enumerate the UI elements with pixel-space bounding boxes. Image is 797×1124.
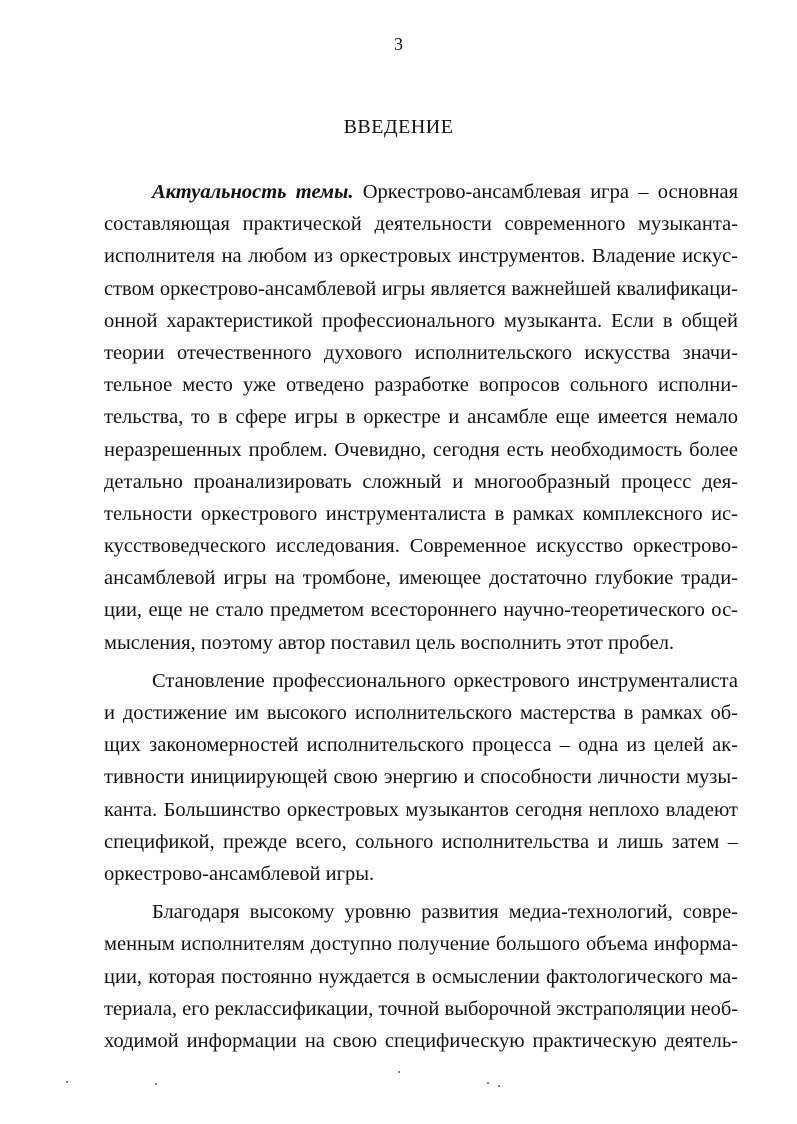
paragraph-formation [104,665,738,890]
text-line: оркестрово-ансамблевой игры. [104,862,375,885]
section-heading: ВВЕДЕНИЕ [343,116,454,138]
text-line: щих закономерностей исполнительского процесса – одна из целей ак- [104,734,738,757]
paragraph-relevance [104,176,738,659]
text-line: онной характеристикой профессионального музыканта. Если в общей [104,309,738,332]
text-line: неразрешенных проблем. Очевидно, сегодня есть необходимость более [104,438,738,461]
text-line: тельности оркестрового инструменталиста в рамках комплексного ис- [104,502,738,525]
text-line: составляющая практической деятельности современного музыканта- [104,213,738,236]
text-line: мысления, поэтому автор поставил цель восполнить этот пробел. [104,631,675,654]
paragraph-media [104,896,738,1057]
lead-phrase: Актуальность темы. [152,181,354,203]
text-line: тельное место уже отведено разработке вопросов сольного исполни- [104,374,738,397]
text-line: тивности инициирующей свою энергию и способности личности музы- [104,766,738,789]
text-line: Становление профессионального оркестрового инструменталиста [152,669,738,692]
text-line: исполнителя на любом из оркестровых инструментов. Владение искус- [104,245,738,268]
line-text: Оркестрово-ансамблевая игра – основная [353,181,739,203]
text-line: ции, которая постоянно нуждается в осмыслении фактологического ма- [104,965,738,988]
text-line: кусствоведческого исследования. Современное искусство оркестрово- [104,535,738,558]
text-line: ансамблевой игры на тромбоне, имеющее достаточно глубокие тради- [104,567,738,590]
text-line: менным исполнителям доступно получение большого объема информа- [104,933,738,956]
text-line [104,176,738,208]
document-body [104,176,738,1057]
text-line: канта. Большинство оркестровых музыкантов сегодня неплохо владеют [104,798,738,821]
page-number: 3 [394,34,403,54]
text-line: ством оркестрово-ансамблевой игры является важнейшей квалификаци- [104,277,738,300]
text-line: детально проанализировать сложный и многообразный процесс дея- [104,470,738,493]
text-line: и достижение им высокого исполнительского мастерства в рамках об- [104,702,738,724]
text-line: спецификой, прежде всего, сольного исполнительства и лишь затем – [104,830,738,853]
text-line: Благодаря высокому уровню развития медиа-технологий, совре- [152,901,738,924]
text-line: теории отечественного духового исполнительского искусства значи- [104,341,738,364]
text-line: ходимой информации на свою специфическую практическую деятель- [104,1029,738,1052]
text-line: териала, его реклассификации, точной выборочной экстраполяции необ- [104,997,739,1020]
text-line: тельства, то в сфере игры в оркестре и ансамбле еще имеется немало [104,406,738,429]
text-line: ции, еще не стало предметом всестороннего научно-теоретического ос- [104,599,738,622]
